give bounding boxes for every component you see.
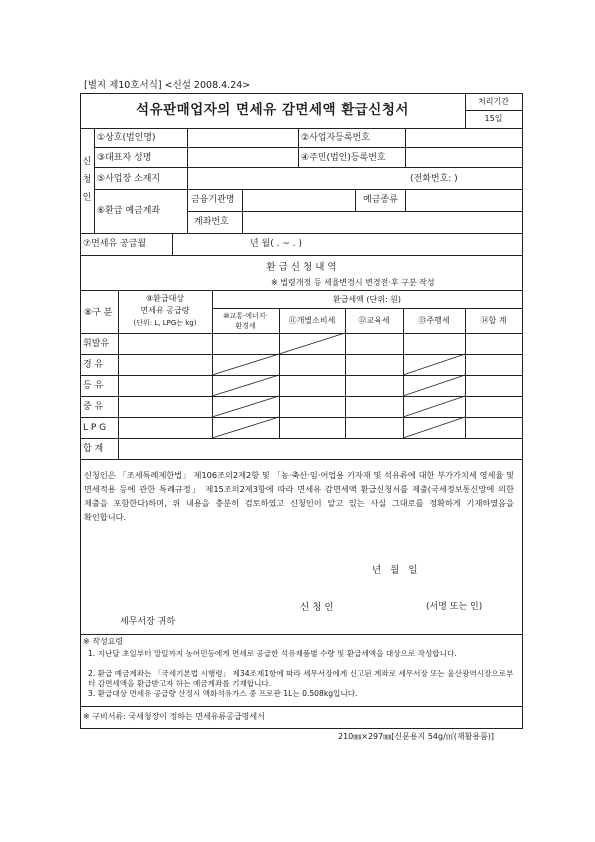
slash-kerosene-driving — [403, 375, 465, 396]
applicant-side-1: 신 — [82, 157, 92, 167]
phone-label: (전화번호: ) — [410, 174, 458, 184]
col-driving-header: ⑬주행세 — [418, 316, 450, 325]
col-type-header: ⑧구 분 — [84, 308, 113, 318]
slash-heavy-transport — [212, 396, 279, 417]
attachments-note: ※ 구비서류: 국세청장이 정하는 면세유류공급명세서 — [83, 712, 265, 721]
slash-lpg-transport — [212, 417, 279, 438]
instructions-top — [80, 634, 523, 635]
trade-name-label: ①상호(법인명) — [97, 133, 156, 143]
address-label: ⑤사업장 소재지 — [97, 174, 161, 184]
supply-month-value[interactable]: 년 월( . ~ . ) — [250, 239, 302, 249]
processing-label: 처리기간 — [478, 97, 509, 106]
col-qty-header-2: 면세유 공급량 — [140, 306, 190, 315]
paper-size: 210㎜×297㎜[신문용지 54g/㎡(재활용품)] — [338, 732, 495, 741]
row-total: 합 계 — [83, 444, 104, 454]
applicant-side-2: 청 — [82, 175, 92, 185]
row-heavy-oil: 중 유 — [83, 402, 104, 412]
instruction-2: 2. 환급 예금계좌는 「국세기본법 시행령」 제34조제1항에 따라 세무서장에게 신고된 계좌로 세무서장 또는 울산광역시장으로부터 감면세액을 환급받고자 하는 예금계좌를 기재합니다. — [88, 669, 514, 688]
details-heading: 환 급 신 청 내 역 — [266, 262, 337, 273]
col-qty-header-3: (단위: L, LPG는 kg) — [133, 319, 197, 327]
slash-gasoline-special — [279, 333, 345, 354]
applicant-side-3: 인 — [82, 193, 92, 203]
refund-header: 환급세액 (단위: 원) — [332, 295, 402, 304]
row-diesel: 경 유 — [83, 360, 104, 370]
declaration-text: 신청인은 「조세특례제한법」 제106조의2제2항 및 「농·축산·임·어업용 기자재 및 석유류에 대한 부가가치세 영세율 및 면세적용 등에 관한 특례규정」 제15조의2제3항에 따라 면세유 감면세액 환급신청서를 제출(국세정보통신망에 의한 제출을 포함한다)하며, 위 내용을 충분히 검토하였고 신청인이 알고 있는 사실 그대로를 정확하게 기재하였음을 확인합니다. — [84, 470, 514, 522]
addressee: 세무서장 귀하 — [120, 617, 176, 627]
col-special-header: ⑪개별소비세 — [288, 316, 336, 325]
slash-kerosene-transport — [212, 375, 279, 396]
account-no-label: 계좌번호 — [194, 217, 229, 227]
form-reference: [별지 제10호서식] <신설 2008.4.24> — [84, 80, 251, 91]
sign-applicant-label: 신 청 인 — [300, 602, 334, 613]
col-edu-header: ⑫교육세 — [358, 316, 390, 325]
col-qty-header-1: ⑨환급대상 — [145, 294, 185, 303]
slash-lpg-driving — [403, 417, 465, 438]
instruction-3: 3. 환급대상 면세유 공급량 산정시 액화석유가스 중 프로판 1L는 0.508kg입니다. — [88, 689, 358, 698]
processing-value: 15일 — [484, 114, 503, 123]
deposit-type-label: 예금종류 — [363, 195, 398, 205]
refund-account-label: ⑥환급 예금계좌 — [97, 206, 161, 216]
sign-seal[interactable]: (서명 또는 인) — [426, 602, 483, 612]
resident-no-label: ④주민(법인)등록번호 — [301, 153, 386, 163]
form-title: 석유판매업자의 면세유 감면세액 환급신청서 — [136, 102, 409, 118]
attachments-top — [80, 706, 523, 707]
col-transport-1: ⑩교통·에너지· — [223, 312, 268, 320]
sign-date[interactable]: 년 월 일 — [372, 565, 418, 576]
instructions-heading: ※ 작성요령 — [83, 637, 124, 646]
row-gasoline: 휘발유 — [83, 339, 110, 349]
row-kerosene: 등 유 — [83, 381, 104, 391]
biz-reg-label: ②사업자등록번호 — [301, 133, 370, 143]
row-lpg: L P G — [83, 423, 107, 433]
slash-heavy-driving — [403, 396, 465, 417]
slash-diesel-transport — [212, 354, 279, 375]
slash-diesel-driving — [403, 354, 465, 375]
supply-month-label: ⑦면세유 공급월 — [83, 239, 147, 249]
col-total-header: ⑭합 계 — [480, 316, 507, 325]
instruction-1: 1. 지난달 초일부터 말일까지 농어민등에게 면세로 공급한 석유제품별 수량 및 환급세액을 대상으로 작성합니다. — [88, 649, 457, 658]
representative-label: ③대표자 성명 — [97, 153, 152, 163]
details-note: ※ 법령개정 등 세율변경시 변경전·후 구분 작성 — [271, 278, 435, 287]
bank-name-label: 금융기관명 — [191, 195, 235, 205]
col-transport-2: 환경세 — [235, 322, 256, 330]
